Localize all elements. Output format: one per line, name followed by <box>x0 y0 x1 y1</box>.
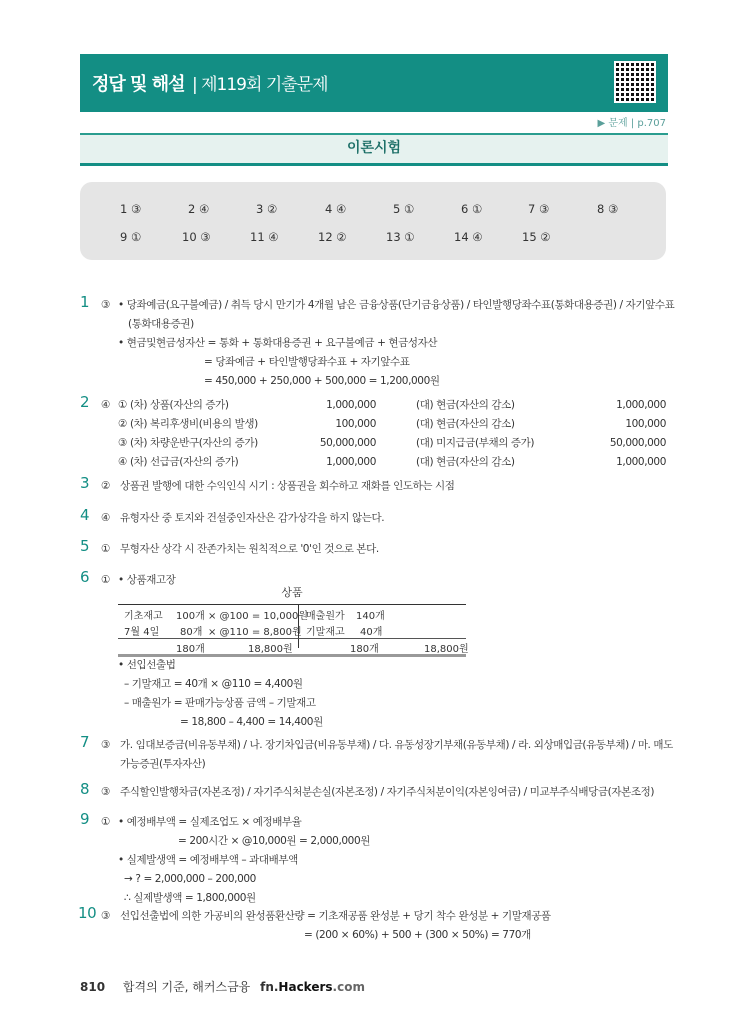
journal-entry-cell: 100,000 <box>335 418 376 430</box>
explanation-line: 상품권 발행에 대한 수익인식 시기 : 상품권을 회수하고 재화를 인도하는 시점 <box>120 480 455 492</box>
site-part: .com <box>332 980 365 994</box>
explanation-line: 주식할인발행차금(자본조정) / 자기주식처분손실(자본조정) / 자기주식처분이익(자본잉여금) / 미교부주식배당금(자본조정) <box>120 786 655 798</box>
journal-entry-cell: 100,000 <box>625 418 666 430</box>
journal-entry-cell: 1,000,000 <box>326 399 376 411</box>
answer-choice: ③ <box>101 299 111 311</box>
journal-entry-cell: 50,000,000 <box>609 437 666 449</box>
answer: 13 ① <box>386 230 415 244</box>
journal-entry-cell: 50,000,000 <box>319 437 376 449</box>
footer-site[interactable] <box>260 980 365 994</box>
explanation-line: = 18,800 – 4,400 = 14,400원 <box>180 716 323 728</box>
explanation-line: = 당좌예금 + 타인발행당좌수표 + 자기앞수표 <box>204 356 410 368</box>
table-cell: 기초재고 <box>124 611 163 622</box>
explanation-line: • 현금및현금성자산 = 통화 + 통화대용증권 + 요구불예금 + 현금성자산 <box>118 337 438 349</box>
question-number: 1 <box>80 293 90 311</box>
answer: 9 ① <box>120 230 142 244</box>
question-number: 4 <box>80 506 90 524</box>
answer: 2 ④ <box>188 202 210 216</box>
table-total: 18,800원 <box>248 644 293 655</box>
explanation-line: • 상품재고장 <box>118 574 176 586</box>
answer-choice: ③ <box>101 910 111 922</box>
explanation-line: 가. 임대보증금(비유동부채) / 나. 장기차입금(비유동부채) / 다. 유동성장기부채(유동부채) / 라. 외상매입금(유동부채) / 마. 매도 <box>120 739 673 751</box>
answer: 7 ③ <box>528 202 550 216</box>
explanation-line: = 200시간 × @10,000원 = 2,000,000원 <box>178 835 370 847</box>
journal-entry-cell: ④ (차) 선급금(자산의 증가) <box>118 456 239 468</box>
question-number: 8 <box>80 780 90 798</box>
answer-choice: ④ <box>101 512 111 524</box>
journal-entry-cell: 1,000,000 <box>326 456 376 468</box>
header-title: 정답 및 해설 <box>92 74 185 95</box>
explanation-line: = (200 × 60%) + 500 + (300 × 50%) = 770개 <box>304 929 531 941</box>
qr-code-icon[interactable] <box>614 61 656 103</box>
question-number: 2 <box>80 393 90 411</box>
question-number: 10 <box>78 904 97 922</box>
table-title: 상품 <box>281 586 303 599</box>
answer-choice: ② <box>101 480 111 492</box>
question-number: 7 <box>80 733 90 751</box>
answer: 15 ② <box>522 230 551 244</box>
explanation-line: (통화대용증권) <box>128 318 194 330</box>
journal-entry-cell: ② (차) 복리후생비(비용의 발생) <box>118 418 258 430</box>
answer-choice: ③ <box>101 786 111 798</box>
explanation-line: 무형자산 상각 시 잔존가치는 원칙적으로 '0'인 것으로 본다. <box>120 543 379 555</box>
explanation-line: • 당좌예금(요구불예금) / 취득 당시 만기가 4개월 남은 금융상품(단기금융상품) / 타인발행당좌수표(통화대용증권) / 자기앞수표 <box>118 299 675 311</box>
answer: 3 ② <box>256 202 278 216</box>
header-subtitle: | 제119회 기출문제 <box>192 75 328 95</box>
explanation-line: 가능증권(투자자산) <box>120 758 206 770</box>
answer: 11 ④ <box>250 230 279 244</box>
answer-choice: ③ <box>101 739 111 751</box>
table-cell: 7월 4일 <box>124 627 160 638</box>
table-total: 18,800원 <box>424 644 469 655</box>
explanation-line: • 실제발생액 = 예정배부액 – 과대배부액 <box>118 854 298 866</box>
answer: 5 ① <box>393 202 415 216</box>
explanation-line: 유형자산 중 토지와 건설중인자산은 감가상각을 하지 않는다. <box>120 512 385 524</box>
table-total: 180개 <box>350 644 379 655</box>
answer-choice: ① <box>101 574 111 586</box>
journal-entry-cell: 1,000,000 <box>616 456 666 468</box>
question-number: 3 <box>80 474 90 492</box>
explanation-line: → ? = 2,000,000 – 200,000 <box>124 873 256 885</box>
explanation-line: – 매출원가 = 판매가능상품 금액 – 기말재고 <box>124 697 316 709</box>
explanation-line: 선입선출법에 의한 가공비의 완성품환산량 = 기초재공품 완성분 + 당기 착수 완성분 + 기말재공품 <box>120 910 551 922</box>
answer: 10 ③ <box>182 230 211 244</box>
site-part: fn. <box>260 980 279 994</box>
explanation-line: • 선입선출법 <box>118 659 176 671</box>
site-part: Hackers <box>278 980 333 994</box>
answer-choice: ① <box>101 543 111 555</box>
journal-entry-cell: 1,000,000 <box>616 399 666 411</box>
answer-key-box <box>80 182 666 260</box>
explanation-line: = 450,000 + 250,000 + 500,000 = 1,200,000원 <box>204 375 440 387</box>
section-title: 이론시험 <box>80 133 668 166</box>
table-cell: 80개 <box>180 627 203 638</box>
answer: 6 ① <box>461 202 483 216</box>
page-footer <box>80 978 365 995</box>
question-number: 9 <box>80 810 90 828</box>
answer: 14 ④ <box>454 230 483 244</box>
answer: 4 ④ <box>325 202 347 216</box>
answer: 8 ③ <box>597 202 619 216</box>
journal-entry-cell: (대) 현금(자산의 감소) <box>416 456 515 468</box>
answer: 1 ③ <box>120 202 142 216</box>
journal-entry-cell: (대) 현금(자산의 감소) <box>416 418 515 430</box>
journal-entry-cell: (대) 현금(자산의 감소) <box>416 399 515 411</box>
table-total: 180개 <box>176 644 205 655</box>
page-number: 810 <box>80 980 106 994</box>
table-cell: 100개 <box>176 611 205 622</box>
explanation-line: • 예정배부액 = 실제조업도 × 예정배부율 <box>118 816 302 828</box>
table-cell: × @110 = 8,800원 <box>208 627 302 638</box>
answer: 12 ② <box>318 230 347 244</box>
page-header <box>80 54 668 112</box>
journal-entry-cell: ① (차) 상품(자산의 증가) <box>118 399 229 411</box>
question-number: 6 <box>80 568 90 586</box>
explanation-line: ∴ 실제발생액 = 1,800,000원 <box>124 892 256 904</box>
table-cell: 140개 <box>356 611 385 622</box>
table-cell: × @100 = 10,000원 <box>208 611 309 622</box>
journal-entry-cell: (대) 미지급금(부채의 증가) <box>416 437 535 449</box>
problem-page-link[interactable]: ▶ 문제 | p.707 <box>597 118 666 129</box>
table-cell: 40개 <box>360 627 383 638</box>
journal-entry-cell: ③ (차) 차량운반구(자산의 증가) <box>118 437 258 449</box>
table-cell: 매출원가 <box>306 611 345 622</box>
explanation-line: – 기말재고 = 40개 × @110 = 4,400원 <box>124 678 303 690</box>
question-number: 5 <box>80 537 90 555</box>
answer-choice: ④ <box>101 399 111 411</box>
table-cell: 기말재고 <box>306 627 345 638</box>
answer-choice: ① <box>101 816 111 828</box>
footer-slogan: 합격의 기준, 해커스금융 <box>122 980 251 994</box>
